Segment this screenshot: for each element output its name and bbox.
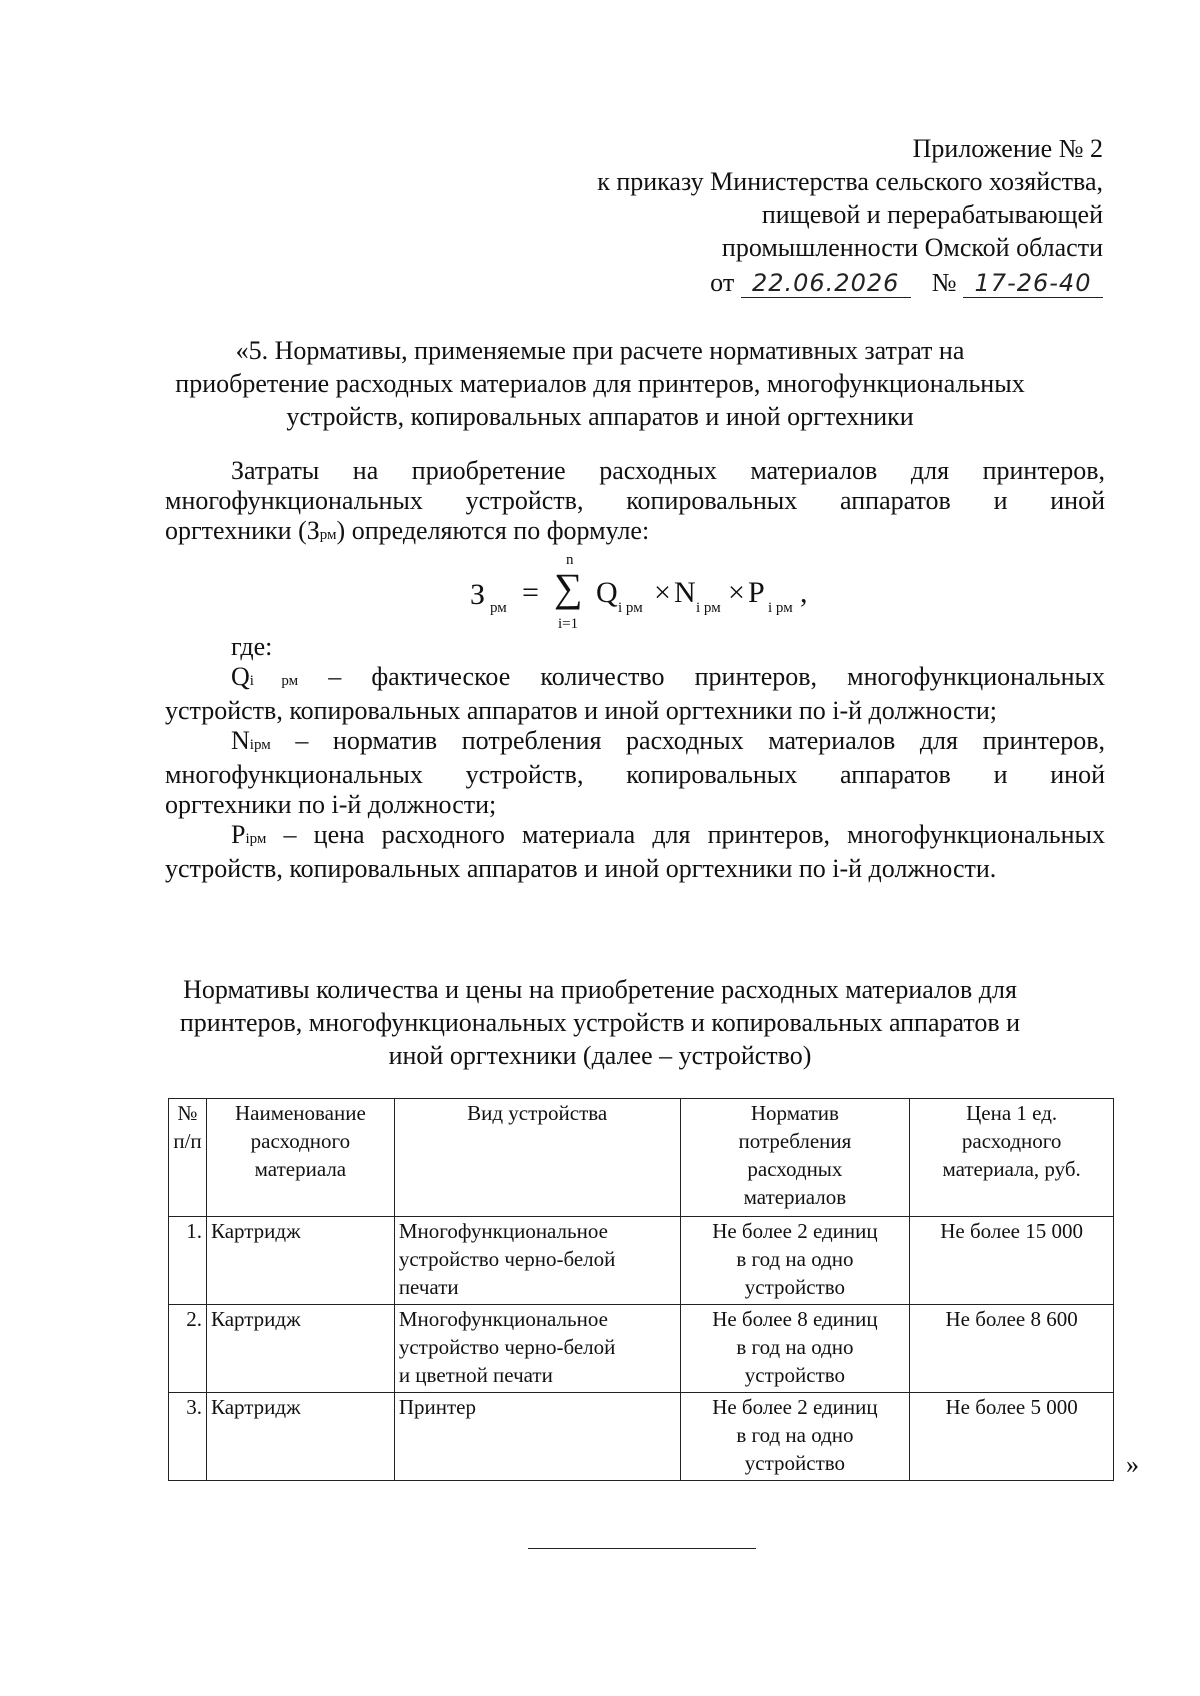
row-norm: [680, 1217, 910, 1305]
definition-q-line: [165, 662, 1105, 696]
table-row: [169, 1393, 1114, 1481]
norm-line: Не более 8 единиц: [712, 1307, 878, 1331]
ministry-line-2: пищевой и перерабатывающей: [761, 200, 1103, 229]
definition-n-line: [165, 726, 1105, 760]
intro-line: [165, 516, 1105, 550]
approval-header: [597, 132, 1103, 299]
definition-text: устройств, копировальных аппаратов и иной оргтехники по i-й должности;: [165, 696, 997, 725]
appendix-number: Приложение № 2: [912, 134, 1103, 163]
row-number: 2.: [169, 1305, 207, 1393]
device-line: устройство черно-белой: [398, 1335, 616, 1359]
header-line: п/п: [173, 1129, 202, 1153]
device-line: Многофункциональное: [398, 1219, 608, 1243]
symbol-p-subscript: iрм: [245, 831, 267, 847]
table-row: [169, 1305, 1114, 1393]
header-line: расходных: [747, 1157, 843, 1181]
section-title-line: приобретение расходных материалов для принтеров, многофункциональных: [175, 369, 1025, 398]
row-number: 3.: [169, 1393, 207, 1481]
header-material: [206, 1099, 394, 1217]
norm-line: Не более 2 единиц: [712, 1219, 878, 1243]
device-line: устройство черно-белой: [398, 1247, 616, 1271]
definition-p-line: [165, 820, 1105, 854]
header-line: материала: [254, 1157, 347, 1181]
sum-lower-limit: i=1: [558, 616, 579, 632]
sum-upper-limit: n: [566, 552, 574, 568]
formula-times-1: ×: [654, 576, 671, 609]
norms-table: [168, 1098, 1114, 1481]
header-line: Норматив: [750, 1101, 839, 1125]
table-header-row: [169, 1099, 1114, 1217]
intro-text: ) определяются по формуле:: [336, 516, 650, 545]
formula-lhs-subscript: рм: [490, 600, 507, 616]
intro-subscript: рм: [319, 527, 337, 543]
row-device: [394, 1305, 680, 1393]
formula-q: Q: [596, 576, 618, 609]
header-line: Вид устройства: [467, 1101, 608, 1125]
header-price: [910, 1099, 1114, 1217]
row-device: [394, 1393, 680, 1481]
definition-text: – фактическое количество принтеров, многофункциональных: [328, 662, 1106, 691]
formula-n: N: [674, 576, 696, 609]
header-line: расходного: [250, 1129, 351, 1153]
handwritten-date: 22.06.2026: [741, 269, 911, 298]
norm-line: в год на одно: [736, 1423, 854, 1447]
table-title: [120, 973, 1080, 1072]
row-price: Не более 8 600: [910, 1305, 1114, 1393]
intro-line: Затраты на приобретение расходных материалов для принтеров,: [231, 456, 1105, 485]
intro-line: многофункциональных устройств, копировальных аппаратов и иной: [165, 486, 1105, 515]
table-title-line: Нормативы количества и цены на приобретение расходных материалов для: [183, 975, 1017, 1004]
header-line: расходного: [961, 1129, 1062, 1153]
order-reference: к приказу Министерства сельского хозяйства,: [597, 167, 1103, 196]
formula-times-2: ×: [728, 576, 745, 609]
definition-text: многофункциональных устройств, копировальных аппаратов и иной: [165, 760, 1105, 789]
table-row: [169, 1217, 1114, 1305]
header-line: №: [177, 1101, 198, 1125]
date-number-line: [597, 266, 1103, 299]
row-material: Картридж: [206, 1217, 394, 1305]
formula-lhs: З: [470, 578, 486, 611]
definition-text: – норматив потребления расходных материалов для принтеров,: [295, 726, 1106, 755]
header-line: Наименование: [234, 1101, 366, 1125]
section-title-line: устройств, копировальных аппаратов и иной оргтехники: [286, 402, 914, 431]
norm-line: Не более 2 единиц: [712, 1395, 878, 1419]
row-price: Не более 15 000: [910, 1217, 1114, 1305]
header-norm: [680, 1099, 910, 1217]
norm-line: устройство: [744, 1275, 846, 1299]
norm-line: устройство: [744, 1451, 846, 1475]
norm-line: устройство: [744, 1363, 846, 1387]
intro-text: оргтехники (З: [165, 516, 320, 545]
norm-line: в год на одно: [736, 1247, 854, 1271]
section-title: [120, 334, 1080, 433]
number-prefix: №: [931, 268, 957, 297]
definition-text: оргтехники по i-й должности;: [165, 790, 497, 819]
symbol-n: N: [231, 726, 250, 755]
row-number: 1.: [169, 1217, 207, 1305]
definition-text: устройств, копировальных аппаратов и иной оргтехники по i-й должности.: [165, 854, 997, 883]
row-material: Картридж: [206, 1305, 394, 1393]
header-device: [394, 1099, 680, 1217]
intro-paragraph: [165, 456, 1105, 550]
definitions: [165, 632, 1105, 884]
symbol-p: P: [231, 820, 246, 849]
header-line: материалов: [743, 1185, 847, 1209]
section-title-line: «5. Нормативы, применяемые при расчете нормативных затрат на: [235, 336, 965, 365]
cost-formula: [470, 552, 870, 640]
bottom-separator: [528, 1548, 756, 1549]
header-line: Цена 1 ед.: [966, 1101, 1058, 1125]
device-line: и цветной печати: [398, 1363, 553, 1387]
symbol-q-subscript: i рм: [249, 673, 299, 689]
device-line: печати: [398, 1275, 459, 1299]
ministry-line-3: промышленности Омской области: [721, 233, 1103, 262]
device-line: Принтер: [398, 1395, 476, 1419]
formula-p: P: [748, 576, 765, 609]
formula-n-subscript: i рм: [696, 600, 721, 616]
where-label: где:: [231, 632, 273, 661]
norm-line: в год на одно: [736, 1335, 854, 1359]
sum-sign: ∑: [554, 565, 583, 610]
table-title-line: иной оргтехники (далее – устройство): [388, 1041, 812, 1070]
handwritten-order-number: 17-26-40: [963, 269, 1103, 298]
header-line: потребления: [738, 1129, 852, 1153]
formula-q-subscript: i рм: [618, 600, 643, 616]
formula-equals: =: [522, 576, 539, 609]
symbol-n-subscript: iрм: [249, 737, 271, 753]
header-number: [169, 1099, 207, 1217]
definition-text: – цена расходного материала для принтеров, многофункциональных: [283, 820, 1105, 849]
row-device: [394, 1217, 680, 1305]
row-norm: [680, 1393, 910, 1481]
row-norm: [680, 1305, 910, 1393]
table-title-line: принтеров, многофункциональных устройств и копировальных аппаратов и: [179, 1008, 1021, 1037]
symbol-q: Q: [231, 662, 250, 691]
formula-comma: ,: [800, 576, 808, 609]
date-prefix: от: [710, 268, 735, 297]
formula-p-subscript: i рм: [768, 600, 793, 616]
closing-quote: »: [1126, 1450, 1139, 1479]
header-line: материала, руб.: [942, 1157, 1081, 1181]
device-line: Многофункциональное: [398, 1307, 608, 1331]
row-price: Не более 5 000: [910, 1393, 1114, 1481]
row-material: Картридж: [206, 1393, 394, 1481]
